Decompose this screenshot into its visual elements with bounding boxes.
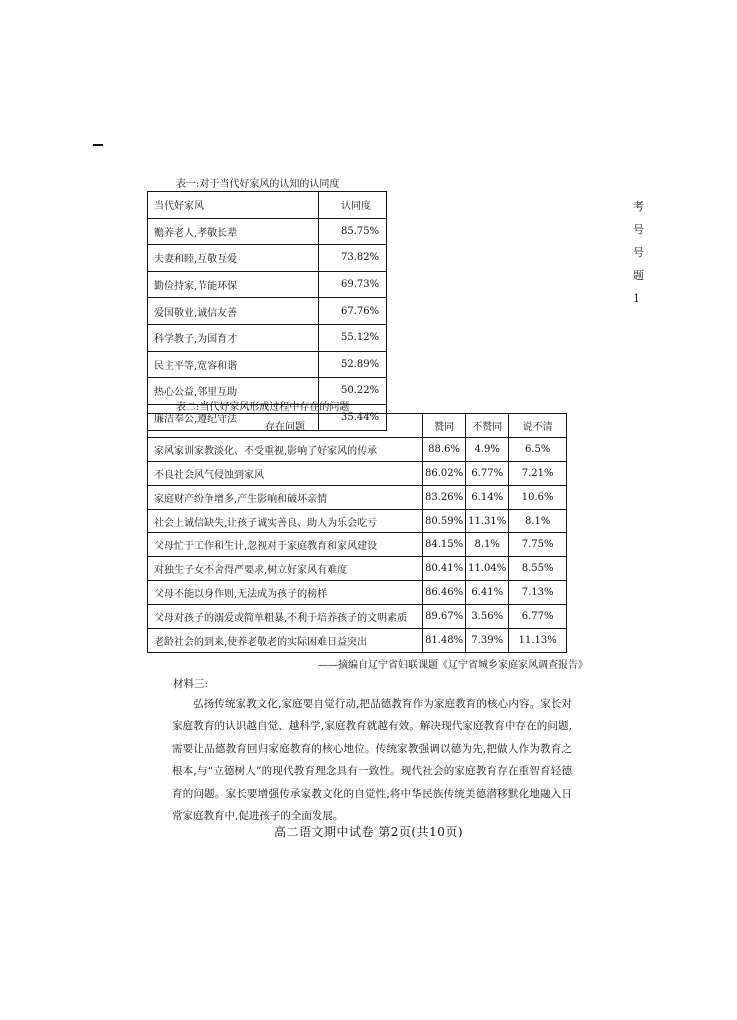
- table2-cell: 10.6%: [509, 485, 567, 509]
- table1-header-cell: 认同度: [319, 192, 387, 219]
- table1-cell: 85.75%: [319, 218, 387, 245]
- page-footer: 高二语文期中试卷 第2页(共10页): [273, 825, 464, 839]
- table2-cell: 81.48%: [423, 629, 466, 653]
- table2-family-style-problems: [147, 413, 567, 653]
- table1-cell: 爱国敬业,诚信友善: [148, 298, 319, 325]
- table1-header-cell: 当代好家风: [148, 192, 319, 219]
- table2-cell: 86.02%: [423, 461, 466, 485]
- table1-family-style-recognition: [147, 191, 387, 431]
- table2-cell: 11.13%: [509, 629, 567, 653]
- edge-char: 1: [633, 292, 640, 305]
- table2-cell: 8.1%: [509, 509, 567, 533]
- table2-cell: 4.9%: [466, 437, 509, 461]
- table2-cell: 6.77%: [509, 605, 567, 629]
- edge-char: 题: [633, 269, 644, 282]
- material3-paragraph: 弘扬传统家教文化,家庭要自觉行动,把品德教育作为家庭教育的核心内容。家长对家庭教育的认识越自觉、越科学,家庭教育就越有效。解决现代家庭教育中存在的问题,需要让品德教育回归家庭教育的核心地位。传统家教强调以德为先,把做人作为教育之根本,与“立德树人”的现代教育理念具有一致性。现代社会的家庭教育存在重智育轻德育的问题。家长要增强传承家教文化的自觉性,将中华民族传统美德潜移默化地融入日常家庭教育中,促进孩子的全面发展。: [172, 698, 572, 823]
- table1-cell: 52.89%: [319, 351, 387, 378]
- table2-cell: 社会上诚信缺失,让孩子诚实善良、助人为乐会吃亏: [148, 509, 423, 533]
- table2-cell: 11.31%: [466, 509, 509, 533]
- table-row: [148, 271, 387, 298]
- table1-cell: 夫妻和睦,互敬互爱: [148, 245, 319, 272]
- table2-cell: 7.75%: [509, 533, 567, 557]
- table-row: [148, 298, 387, 325]
- table2-cell: 家风家训家教淡化、不受重视,影响了好家风的传承: [148, 437, 423, 461]
- table2-header-row: [148, 414, 567, 438]
- source-citation: ——摘编自辽宁省妇联课题《辽宁省城乡家庭家风调查报告》: [318, 660, 588, 671]
- table1-cell: 民主平等,宽容和谐: [148, 351, 319, 378]
- table-row: [148, 324, 387, 351]
- table2-header-cell: 说不清: [509, 414, 567, 438]
- table-row: [148, 605, 567, 629]
- table2-cell: 88.6%: [423, 437, 466, 461]
- table2-cell: 8.55%: [509, 557, 567, 581]
- table-row: [148, 437, 567, 461]
- table2-cell: 6.77%: [466, 461, 509, 485]
- table2-cell: 83.26%: [423, 485, 466, 509]
- table2-cell: 父母不能以身作则,无法成为孩子的榜样: [148, 581, 423, 605]
- table1-cell: 赡养老人,孝敬长辈: [148, 218, 319, 245]
- table-row: [148, 218, 387, 245]
- table2-cell: 8.1%: [466, 533, 509, 557]
- table2-header-cell: 不赞同: [466, 414, 509, 438]
- table-row: [148, 557, 567, 581]
- table-row: [148, 351, 387, 378]
- table2-cell: 89.67%: [423, 605, 466, 629]
- table1-header-row: [148, 192, 387, 219]
- table1-cell: 50.22%: [319, 378, 387, 405]
- table2-cell: 7.21%: [509, 461, 567, 485]
- table1-caption: 表一:对于当代好家风的认知的认同度: [176, 179, 340, 190]
- table2-cell: 3.56%: [466, 605, 509, 629]
- table-row: [148, 485, 567, 509]
- table2-cell: 父母忙于工作和生计,忽视对于家庭教育和家风建设: [148, 533, 423, 557]
- table-row: [148, 581, 567, 605]
- table-row: [148, 533, 567, 557]
- table2-cell: 86.46%: [423, 581, 466, 605]
- table2-header-cell: 存在问题: [148, 414, 423, 438]
- table1-cell: 热心公益,邻里互助: [148, 378, 319, 405]
- table-row: [148, 509, 567, 533]
- table2-cell: 11.04%: [466, 557, 509, 581]
- table-row: [148, 461, 567, 485]
- table2-cell: 对独生子女不舍得严要求,树立好家风有难度: [148, 557, 423, 581]
- table2-cell: 80.41%: [423, 557, 466, 581]
- table2-cell: 7.13%: [509, 581, 567, 605]
- table2-cell: 80.59%: [423, 509, 466, 533]
- table1-cell: 廉洁奉公,遵纪守法: [148, 404, 319, 431]
- edge-char: 号: [633, 246, 644, 259]
- table1-cell: 55.12%: [319, 324, 387, 351]
- table2-cell: 不良社会风气侵蚀到家风: [148, 461, 423, 485]
- table2-cell: 84.15%: [423, 533, 466, 557]
- table1-cell: 73.82%: [319, 245, 387, 272]
- binding-edge-text: [633, 195, 647, 310]
- table1-cell: 科学教子,为国育才: [148, 324, 319, 351]
- table1-cell: 勤俭持家,节能环保: [148, 271, 319, 298]
- table1-cell: 67.76%: [319, 298, 387, 325]
- table-row: [148, 245, 387, 272]
- table2-cell: 老龄社会的到来,使养老敬老的实际困难日益突出: [148, 629, 423, 653]
- table2-cell: 7.39%: [466, 629, 509, 653]
- corner-mark: [93, 144, 103, 146]
- table2-cell: 6.41%: [466, 581, 509, 605]
- table2-cell: 6.5%: [509, 437, 567, 461]
- edge-char: 考: [633, 200, 644, 213]
- edge-char: 号: [633, 223, 644, 236]
- table-row: [148, 629, 567, 653]
- table2-cell: 家庭财产纷争增多,产生影响和破坏亲情: [148, 485, 423, 509]
- table1-cell: 35.44%: [319, 404, 387, 431]
- table2-cell: 父母对孩子的溺爱或简单粗暴,不利于培养孩子的文明素质: [148, 605, 423, 629]
- material3-title: 材料三:: [173, 678, 209, 690]
- table2-caption: 表二:当代好家风形成过程中存在的问题: [176, 402, 350, 413]
- table2-header-cell: 赞同: [423, 414, 466, 438]
- table1-cell: 69.73%: [319, 271, 387, 298]
- table2-cell: 6.14%: [466, 485, 509, 509]
